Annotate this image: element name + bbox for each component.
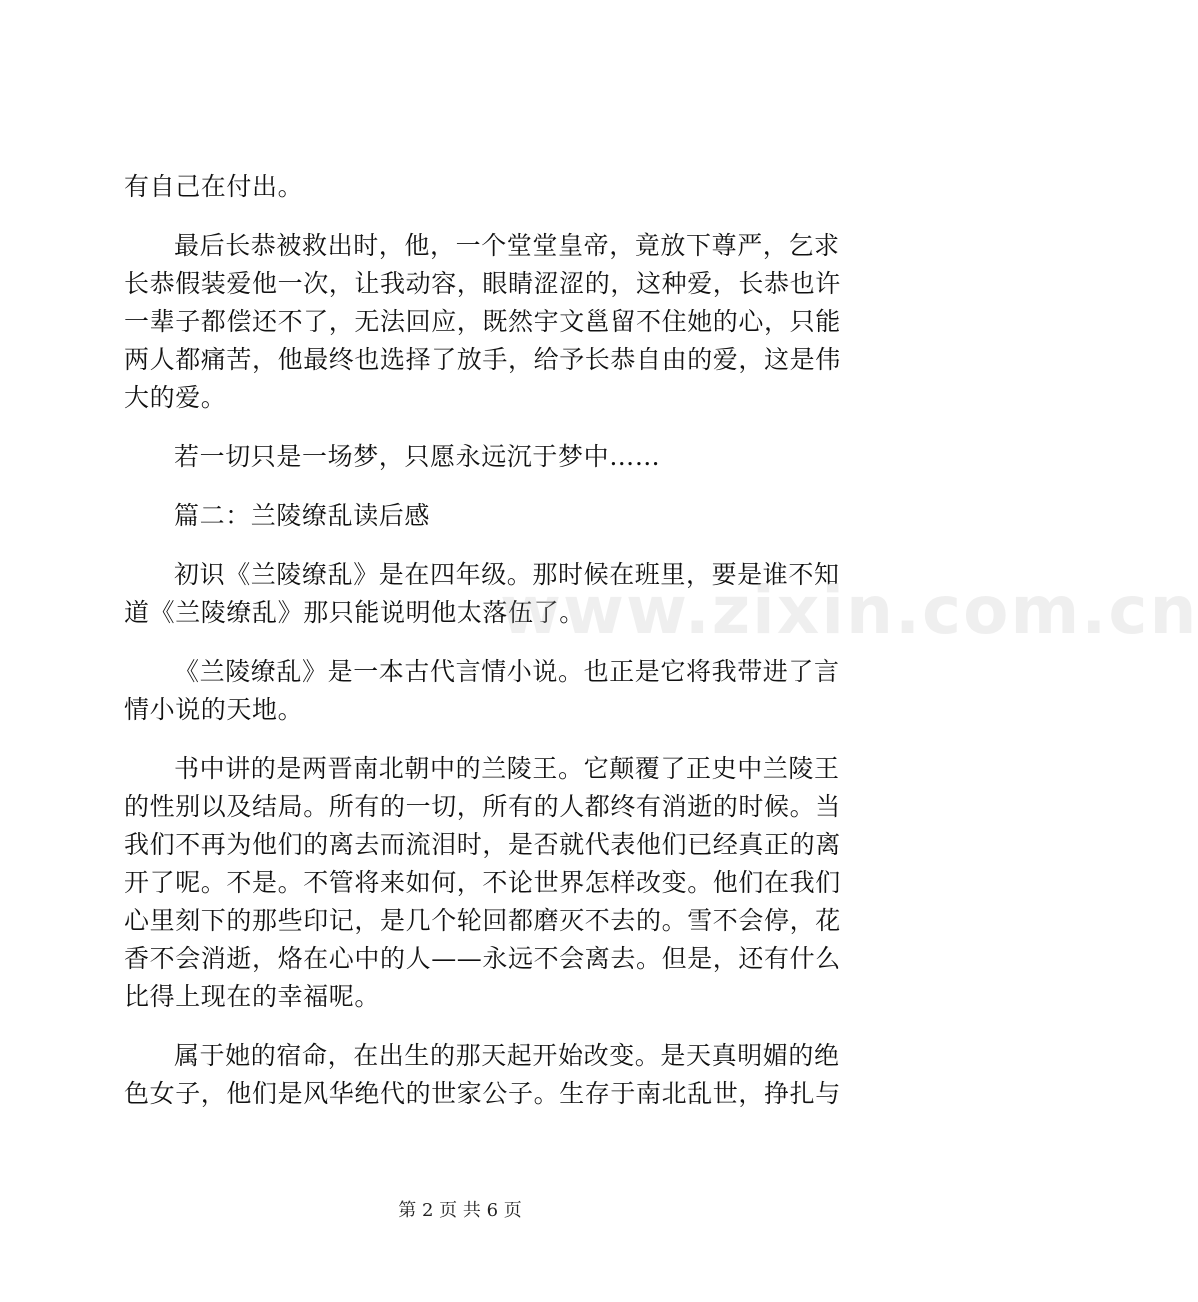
text-line: 初识《兰陵缭乱》是在四年级。那时候在班里，要是谁不知	[174, 560, 840, 589]
text-line: 《兰陵缭乱》是一本古代言情小说。也正是它将我带进了言	[174, 657, 840, 686]
text-line: 若一切只是一场梦，只愿永远沉于梦中……	[174, 442, 661, 471]
text-line: 属于她的宿命，在出生的那天起开始改变。是天真明媚的绝	[174, 1041, 840, 1070]
text-line: 长恭假装爱他一次，让我动容，眼睛涩涩的，这种爱，长恭也许	[124, 269, 841, 298]
text-line: 心里刻下的那些印记，是几个轮回都磨灭不去的。雪不会停，花	[124, 906, 841, 935]
text-line: 两人都痛苦，他最终也选择了放手，给予长恭自由的爱，这是伟	[124, 345, 841, 374]
paragraph-gap	[124, 729, 800, 750]
text-line: 一辈子都偿还不了，无法回应，既然宇文邕留不住她的心，只能	[124, 307, 841, 336]
paragraph	[124, 168, 800, 206]
paragraph	[124, 1037, 841, 1113]
text-line: 有自己在付出。	[124, 172, 304, 201]
text-line: 情小说的天地。	[124, 695, 304, 724]
paragraph-gap	[124, 206, 800, 227]
text-line: 色女子，他们是风华绝代的世家公子。生存于南北乱世，挣扎与	[124, 1079, 841, 1108]
text-line: 大的爱。	[124, 383, 227, 412]
text-line: 的性别以及结局。所有的一切，所有的人都终有消逝的时候。当	[124, 792, 841, 821]
page-footer: 第 2 页 共 6 页	[398, 1200, 522, 1221]
text-line: 最后长恭被救出时，他，一个堂堂皇帝，竟放下尊严，乞求	[174, 231, 840, 260]
text-line: 书中讲的是两晋南北朝中的兰陵王。它颠覆了正史中兰陵王	[174, 754, 840, 783]
paragraph-gap	[124, 476, 800, 497]
paragraph	[124, 227, 841, 417]
paragraph-gap	[124, 535, 800, 556]
document-body	[124, 168, 841, 1113]
paragraph	[124, 497, 800, 535]
paragraph	[124, 750, 841, 1016]
paragraph-gap	[124, 1016, 800, 1037]
text-line: 开了呢。不是。不管将来如何，不论世界怎样改变。他们在我们	[124, 868, 841, 897]
text-line: 比得上现在的幸福呢。	[124, 982, 381, 1011]
paragraph	[124, 556, 840, 632]
text-line: 道《兰陵缭乱》那只能说明他太落伍了。	[124, 598, 585, 627]
watermark: www.zixin.com.cn	[500, 572, 1198, 649]
paragraph	[124, 653, 840, 729]
text-line: 我们不再为他们的离去而流泪时，是否就代表他们已经真正的离	[124, 830, 841, 859]
paragraph-gap	[124, 632, 800, 653]
text-line: 香不会消逝，烙在心中的人——永远不会离去。但是，还有什么	[124, 944, 841, 973]
paragraph-gap	[124, 417, 800, 438]
paragraph	[124, 438, 800, 476]
text-line: 篇二：兰陵缭乱读后感	[174, 501, 431, 530]
